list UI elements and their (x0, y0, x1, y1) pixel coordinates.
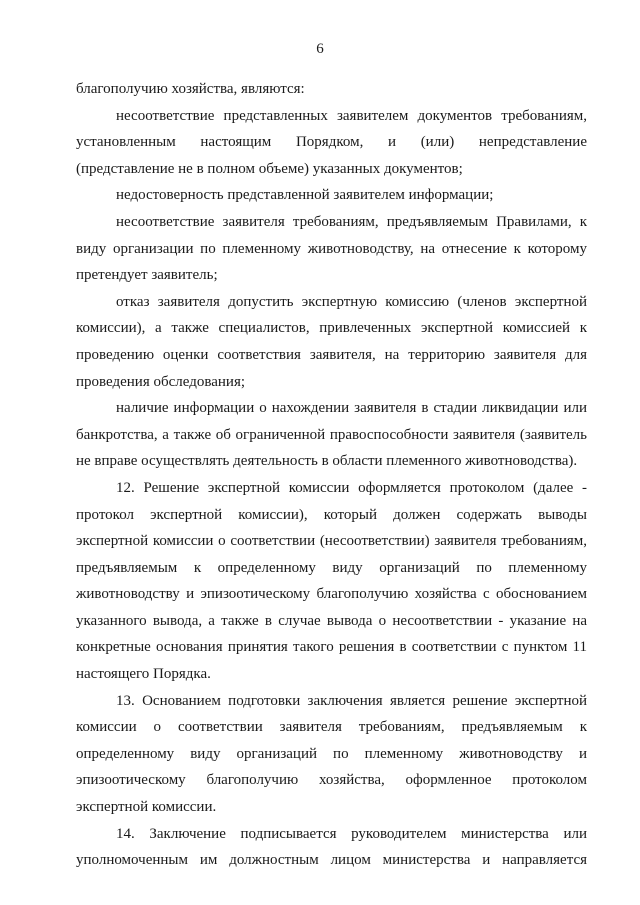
text-line: определенному виду организаций по племенному животноводству и (76, 745, 587, 762)
text-line: недостоверность представленной заявителем информации; (116, 187, 494, 204)
text-line: виду организации по племенному животноводству, на отнесение к которому (76, 240, 587, 257)
text-line: протокол экспертной комиссии), который должен содержать выводы (76, 506, 587, 523)
text-line: 14. Заключение подписывается руководителем министерства или (116, 825, 587, 842)
text-line: претендует заявитель; (76, 267, 218, 284)
text-line: 13. Основанием подготовки заключения является решение экспертной (116, 692, 587, 709)
text-line: установленным настоящим Порядком, и (или) непредставление (76, 134, 587, 151)
text-line: животноводству и эпизоотическому благополучию хозяйства с обоснованием (76, 586, 587, 603)
text-line: предъявляемым к определенному виду организаций по племенному (76, 559, 587, 576)
text-line: не вправе осуществлять деятельность в области племенного животноводства). (76, 453, 578, 470)
text-line: экспертной комиссии о соответствии (несоответствии) заявителя требованиям, (76, 533, 587, 550)
text-line: экспертной комиссии. (76, 799, 217, 816)
text-line: 12. Решение экспертной комиссии оформляется протоколом (далее - (116, 479, 587, 496)
document-body (76, 76, 587, 874)
text-line: настоящего Порядка. (76, 666, 211, 683)
text-line: эпизоотическому благополучию хозяйства, оформленное протоколом (76, 772, 587, 789)
text-line: отказ заявителя допустить экспертную комиссию (членов экспертной (116, 293, 587, 310)
text-line: уполномоченным им должностным лицом министерства и направляется (76, 852, 587, 869)
text-line: банкротства, а также об ограниченной правоспособности заявителя (заявитель (76, 426, 587, 443)
text-line: несоответствие представленных заявителем документов требованиям, (116, 107, 587, 124)
text-line: благополучию хозяйства, являются: (76, 81, 305, 97)
text-line: (представление не в полном объеме) указанных документов; (76, 160, 463, 177)
text-line: несоответствие заявителя требованиям, предъявляемым Правилами, к (116, 213, 587, 230)
text-line: конкретные основания принятия такого решения в соответствии с пунктом 11 (76, 639, 587, 656)
text-line: проведению оценки соответствия заявителя, на территорию заявителя для (76, 346, 587, 363)
text-line: комиссии), а также специалистов, привлеченных экспертной комиссией к (76, 320, 587, 337)
text-line: указанного вывода, а также в случае вывода о несоответствии - указание на (76, 612, 587, 629)
text-line: проведения обследования; (76, 373, 246, 390)
page-number: 6 (316, 41, 324, 57)
text-line: наличие информации о нахождении заявителя в стадии ликвидации или (116, 400, 587, 417)
text-line: комиссии о соответствии заявителя требованиям, предъявляемым к (76, 719, 587, 736)
